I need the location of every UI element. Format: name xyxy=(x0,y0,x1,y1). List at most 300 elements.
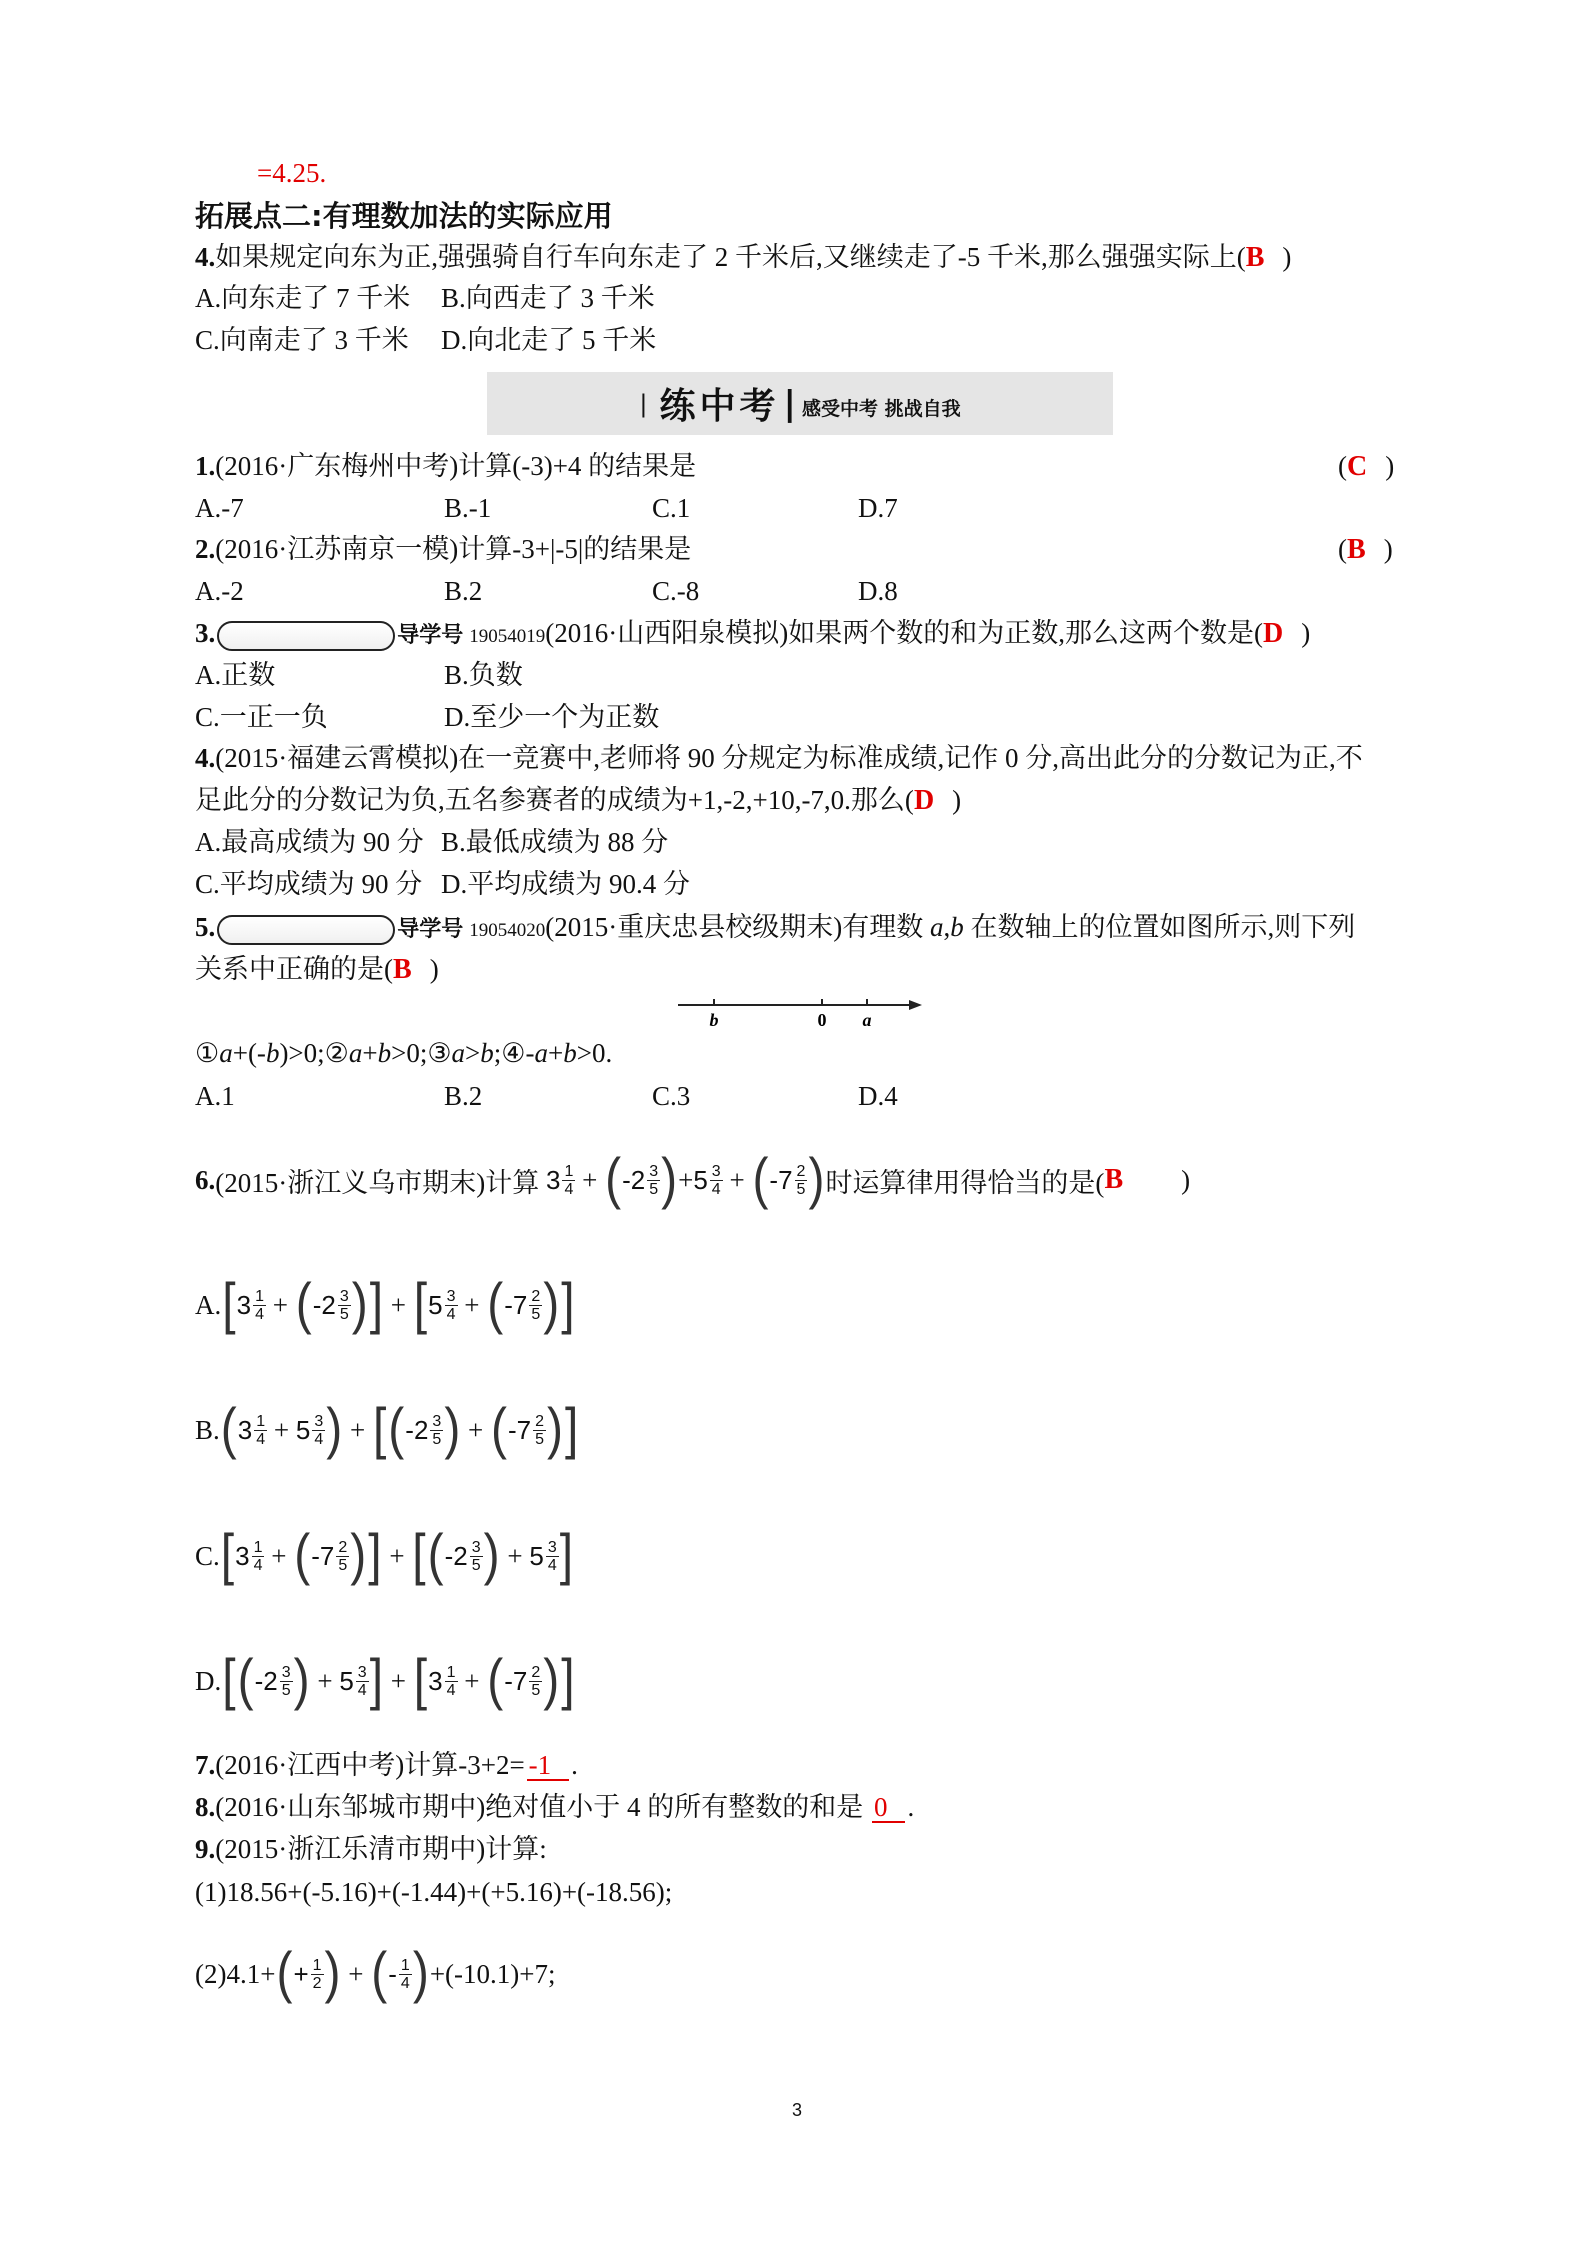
fraction xyxy=(252,1539,265,1574)
option-b: B.-1 xyxy=(444,493,492,523)
sentence-end: . xyxy=(571,1750,578,1780)
text-run: + xyxy=(343,1414,372,1445)
denominator: 5 xyxy=(338,1556,348,1574)
math-variable: b xyxy=(265,1038,280,1068)
whole-part: -2 xyxy=(254,1665,278,1696)
whole-part: 5 xyxy=(428,1289,443,1320)
bracket: ] xyxy=(565,1398,579,1461)
answer-choice: B xyxy=(1245,242,1265,273)
text-run: ① xyxy=(195,1038,220,1068)
mixed-number xyxy=(508,1413,546,1448)
option-d: D.7 xyxy=(858,493,898,523)
fraction xyxy=(470,1539,483,1574)
bracket: ) xyxy=(412,1942,429,2005)
text-run: >0;③ xyxy=(391,1038,452,1068)
fraction xyxy=(710,1163,723,1198)
sentence-end: . xyxy=(907,1792,915,1822)
question-9 xyxy=(195,1828,547,1870)
answer-close: ) xyxy=(1385,451,1395,481)
question-stem: 足此分的分数记为负,五名参赛者的成绩为+1,-2,+10,-7,0.那么( xyxy=(195,785,914,815)
numerator: 1 xyxy=(253,1538,263,1556)
math-variable: a xyxy=(451,1038,466,1068)
fraction xyxy=(529,1288,542,1323)
whole-part: 5 xyxy=(295,1414,311,1445)
bracket: ] xyxy=(369,1273,384,1336)
fraction xyxy=(356,1664,369,1699)
answer-choice: B xyxy=(393,954,412,985)
option-a: A.-7 xyxy=(195,493,244,523)
bracket: ) xyxy=(543,1649,560,1712)
denominator: 5 xyxy=(339,1305,349,1323)
whole-part: -2 xyxy=(312,1289,336,1320)
bracket: [ xyxy=(220,1524,235,1587)
bracket: [ xyxy=(413,1273,428,1336)
bracket: ] xyxy=(369,1649,384,1712)
bracket: [ xyxy=(222,1649,236,1712)
whole-part: 3 xyxy=(237,1414,253,1445)
mixed-number xyxy=(388,1957,412,1992)
whole-part: -2 xyxy=(622,1164,646,1195)
fraction xyxy=(445,1664,458,1699)
whole-part: 5 xyxy=(339,1665,354,1696)
page-number: 3 xyxy=(791,2100,802,2120)
option-d xyxy=(195,1646,576,1716)
numerator: 3 xyxy=(339,1287,349,1305)
text-run: + xyxy=(457,1289,487,1320)
option-a: A.最高成绩为 90 分 xyxy=(195,827,424,857)
question-stem: (2016·江西中考)计算-3+2= xyxy=(215,1750,525,1780)
numerator: 2 xyxy=(535,1412,545,1430)
bracket: ) xyxy=(543,1273,560,1336)
bracket: ] xyxy=(561,1649,575,1712)
numerator: 3 xyxy=(357,1663,367,1681)
option-a: A.向东走了 7 千米 xyxy=(195,283,411,313)
math-variable: a xyxy=(534,1038,548,1068)
option-b xyxy=(195,1395,579,1465)
question-stem: (2016·江苏南京一模)计算-3+|-5|的结果是 xyxy=(215,534,692,564)
fraction xyxy=(562,1163,575,1198)
text-run: + xyxy=(362,1038,378,1068)
question-7 xyxy=(195,1744,578,1786)
question-number: 4. xyxy=(195,743,216,773)
question-9-part-2 xyxy=(195,1939,556,2009)
bracket: ( xyxy=(371,1942,388,2005)
math-variable: b xyxy=(950,912,964,942)
fraction xyxy=(336,1539,349,1574)
bracket: ( xyxy=(752,1148,769,1211)
question-6 xyxy=(195,1145,1190,1215)
guide-number: 19054020 xyxy=(469,920,546,941)
question-8 xyxy=(195,1786,914,1828)
mixed-number xyxy=(622,1163,660,1198)
whole-part: 3 xyxy=(235,1540,250,1571)
numerator: 3 xyxy=(281,1663,291,1681)
bracket: ) xyxy=(326,1398,343,1461)
question-stem: (2015·福建云霄模拟)在一竞赛中,老师将 90 分规定为标准成绩,记作 0 分,高出此分的分数记为正,不 xyxy=(215,743,1363,773)
whole-part: 5 xyxy=(529,1540,544,1571)
denominator: 4 xyxy=(547,1556,557,1574)
mixed-number xyxy=(504,1664,542,1699)
mixed-number xyxy=(293,1957,323,1992)
bracket: ( xyxy=(276,1942,293,2005)
mixed-number xyxy=(235,1539,264,1574)
question-number: 1. xyxy=(195,451,216,481)
mixed-number xyxy=(546,1163,575,1198)
text-run: (2015·重庆忠县校级期末)有理数 xyxy=(545,912,930,942)
bracket: ( xyxy=(237,1649,254,1712)
bracket: ) xyxy=(547,1398,564,1461)
question-5 xyxy=(195,906,1355,948)
text-run: )>0;② xyxy=(279,1038,349,1068)
math-variable: a xyxy=(930,912,944,942)
mixed-number xyxy=(769,1163,807,1198)
numerator: 3 xyxy=(711,1162,721,1180)
text-run: + xyxy=(547,1038,564,1068)
option-b: B.2 xyxy=(444,1081,483,1111)
fraction xyxy=(312,1413,325,1448)
bracket: [ xyxy=(372,1398,387,1461)
fill-in-answer: 0 xyxy=(872,1793,906,1823)
text-run: + xyxy=(264,1540,294,1571)
question-number: 4. xyxy=(195,242,216,272)
question-stem: (2016·广东梅州中考)计算(-3)+4 的结果是 xyxy=(215,451,697,481)
bracket: [ xyxy=(222,1273,236,1336)
answer-open: ( xyxy=(1338,451,1347,481)
guide-number-label: 导学号 xyxy=(397,623,464,648)
numerator: 3 xyxy=(471,1538,481,1556)
option-c xyxy=(195,1521,574,1591)
denominator: 2 xyxy=(312,1974,322,1992)
question-stem: (2016·山东邹城市期中)绝对值小于 4 的所有整数的和是 xyxy=(215,1792,870,1822)
option-d: D.平均成绩为 90.4 分 xyxy=(441,869,690,899)
denominator: 5 xyxy=(531,1681,541,1699)
previous-answer-result: =4.25. xyxy=(257,158,327,188)
numerator: 3 xyxy=(432,1412,442,1430)
bracket: ( xyxy=(220,1398,237,1461)
bracket: ( xyxy=(295,1273,312,1336)
text-run: + xyxy=(384,1665,413,1696)
mixed-number xyxy=(313,1288,351,1323)
option-a: A.1 xyxy=(195,1081,235,1111)
fraction xyxy=(546,1539,559,1574)
whole-part: -7 xyxy=(508,1414,532,1445)
question-3 xyxy=(195,612,1310,654)
fraction xyxy=(795,1163,808,1198)
option-d: D.向北走了 5 千米 xyxy=(441,325,657,355)
answer-choice: B xyxy=(1104,1164,1124,1195)
question-number: 9. xyxy=(195,1834,216,1864)
math-variable: b xyxy=(563,1038,577,1068)
guide-number-badge xyxy=(217,915,395,945)
banner-divider: | xyxy=(639,389,648,418)
whole-part: -7 xyxy=(311,1540,335,1571)
option-a xyxy=(195,1270,576,1340)
option-d: D.8 xyxy=(858,576,898,606)
bracket: ( xyxy=(605,1148,622,1211)
statements xyxy=(195,1032,612,1074)
whole-part: + xyxy=(293,1958,309,1989)
numerator: 2 xyxy=(531,1663,541,1681)
mixed-number xyxy=(428,1664,457,1699)
mixed-number xyxy=(296,1413,325,1448)
denominator: 5 xyxy=(432,1430,442,1448)
denominator: 4 xyxy=(400,1974,410,1992)
whole-part: 3 xyxy=(428,1665,443,1696)
numerator: 1 xyxy=(446,1663,456,1681)
question-2 xyxy=(195,528,691,570)
answer-open: ( xyxy=(1338,534,1347,564)
option-b: B.2 xyxy=(444,576,483,606)
fill-in-answer: -1 xyxy=(527,1751,570,1781)
bracket: ) xyxy=(351,1273,368,1336)
text-run: , xyxy=(943,912,951,942)
bracket: ( xyxy=(388,1398,405,1461)
question-1 xyxy=(195,445,696,487)
fraction xyxy=(311,1957,324,1992)
answer-choice: D xyxy=(913,785,935,816)
answer-close: ) xyxy=(1383,534,1393,564)
numerator: 3 xyxy=(446,1287,456,1305)
fraction xyxy=(280,1664,293,1699)
mixed-number xyxy=(428,1288,457,1323)
option-c: C.-8 xyxy=(652,576,700,606)
banner-title: 练中考 xyxy=(659,386,780,427)
option-expression xyxy=(195,1524,574,1587)
mixed-number xyxy=(504,1288,542,1323)
section-banner xyxy=(487,372,1113,435)
mixed-number xyxy=(238,1413,267,1448)
whole-part: -7 xyxy=(769,1164,793,1195)
question-stem xyxy=(545,906,1355,948)
option-c: C.一正一负 xyxy=(195,702,328,732)
section-heading: 拓展点二:有理数加法的实际应用 xyxy=(195,199,613,233)
bracket: [ xyxy=(413,1649,428,1712)
option-c: C.3 xyxy=(652,1081,691,1111)
question-stem: (2015·浙江乐清市期中)计算: xyxy=(215,1834,547,1864)
denominator: 4 xyxy=(253,1556,263,1574)
fraction xyxy=(445,1288,458,1323)
part-expression xyxy=(195,1942,556,2005)
text-run: + xyxy=(265,1289,295,1320)
denominator: 4 xyxy=(446,1681,456,1699)
answer-close: ) xyxy=(1282,242,1292,272)
denominator: 4 xyxy=(711,1180,721,1198)
bracket: ) xyxy=(293,1649,310,1712)
number-line xyxy=(660,985,940,1035)
math-variable: b xyxy=(377,1038,392,1068)
whole-part: - xyxy=(388,1958,397,1989)
text-run: C. xyxy=(195,1540,220,1571)
text-run: D. xyxy=(195,1665,222,1696)
answer-close: ) xyxy=(429,954,439,984)
whole-part: 3 xyxy=(236,1289,252,1320)
numerator: 2 xyxy=(796,1162,806,1180)
whole-part: -7 xyxy=(504,1289,528,1320)
bracket: ] xyxy=(561,1273,575,1336)
question-4 xyxy=(195,737,1363,779)
denominator: 5 xyxy=(471,1556,481,1574)
question-number: 3. xyxy=(195,618,216,648)
option-expression xyxy=(195,1273,576,1336)
text-run: + xyxy=(382,1540,412,1571)
text-run: + xyxy=(267,1414,296,1445)
denominator: 4 xyxy=(564,1180,574,1198)
question-stem: 关系中正确的是( xyxy=(195,954,393,984)
mixed-number xyxy=(405,1413,443,1448)
option-c: C.平均成绩为 90 分 xyxy=(195,869,423,899)
question-stem: 如果规定向东为正,强强骑自行车向东走了 2 千米后,又继续走了-5 千米,那么强强实际上( xyxy=(215,242,1246,272)
bracket: ) xyxy=(661,1148,678,1211)
answer-choice: C xyxy=(1347,451,1368,482)
question-stem xyxy=(215,1148,1105,1211)
fraction xyxy=(254,1413,267,1448)
denominator: 5 xyxy=(531,1305,541,1323)
math-variable: a xyxy=(219,1038,233,1068)
question-5-continued xyxy=(195,948,439,990)
numerator: 1 xyxy=(312,1956,322,1974)
fraction xyxy=(253,1288,266,1323)
option-a: A.正数 xyxy=(195,660,276,690)
text-run: (2015·浙江义乌市期末)计算 xyxy=(215,1167,546,1198)
mixed-number xyxy=(311,1539,349,1574)
numerator: 3 xyxy=(649,1162,659,1180)
bracket: ( xyxy=(487,1649,504,1712)
option-d: D.4 xyxy=(858,1081,898,1111)
text-run: B. xyxy=(195,1414,220,1445)
text-run: (2)4.1+ xyxy=(195,1958,276,1989)
answer-close: ) xyxy=(952,785,962,815)
text-run: ;④- xyxy=(493,1038,535,1068)
math-variable: b xyxy=(480,1038,494,1068)
whole-part: -7 xyxy=(504,1665,528,1696)
denominator: 4 xyxy=(255,1305,264,1323)
number-line-label-a: a xyxy=(862,1010,872,1030)
denominator: 5 xyxy=(649,1180,659,1198)
question-number: 8. xyxy=(195,1792,216,1822)
arrow-icon xyxy=(909,1000,922,1010)
question-5-statements xyxy=(195,1032,612,1074)
text-run: + xyxy=(722,1164,752,1195)
guide-number-badge xyxy=(217,621,395,651)
answer-close: ) xyxy=(1181,1164,1191,1195)
answer-choice: D xyxy=(1262,618,1284,649)
text-run: A. xyxy=(195,1289,222,1320)
mixed-number xyxy=(529,1539,558,1574)
option-d: D.至少一个为正数 xyxy=(444,702,660,732)
fraction xyxy=(430,1413,443,1448)
denominator: 5 xyxy=(535,1430,545,1448)
number-line-label-zero: 0 xyxy=(817,1010,827,1030)
text-run: + xyxy=(461,1414,491,1445)
text-run: + xyxy=(457,1665,487,1696)
banner-subtitle: 感受中考 挑战自我 xyxy=(801,398,961,420)
bracket: ) xyxy=(444,1398,461,1461)
question-number: 6. xyxy=(195,1164,216,1195)
bracket: [ xyxy=(412,1524,426,1587)
mixed-number xyxy=(255,1664,293,1699)
option-expression xyxy=(195,1398,579,1461)
option-b: B.最低成绩为 88 分 xyxy=(441,827,669,857)
option-b: B.向西走了 3 千米 xyxy=(441,283,655,313)
question-number: 7. xyxy=(195,1750,216,1780)
option-c: C.向南走了 3 千米 xyxy=(195,325,409,355)
question-9-part-1: (1)18.56+(-5.16)+(-1.44)+(+5.16)+(-18.56); xyxy=(195,1877,673,1907)
option-c: C.1 xyxy=(652,493,691,523)
text-run: + xyxy=(384,1289,413,1320)
bracket: ) xyxy=(483,1524,500,1587)
answer-close: ) xyxy=(1301,618,1311,648)
mixed-number xyxy=(339,1664,368,1699)
denominator: 5 xyxy=(281,1681,291,1699)
answer-choice: B xyxy=(1347,534,1366,565)
denominator: 5 xyxy=(796,1180,806,1198)
text-run: +(- xyxy=(232,1038,266,1068)
question-number: 2. xyxy=(195,534,216,564)
whole-part: 3 xyxy=(545,1164,561,1195)
fraction xyxy=(647,1163,660,1198)
numerator: 1 xyxy=(255,1287,264,1305)
fraction xyxy=(399,1957,412,1992)
text-run: 时运算律用得恰当的是( xyxy=(825,1167,1105,1198)
text-run: +(-10.1)+7; xyxy=(429,1958,556,1989)
numerator: 1 xyxy=(256,1412,266,1430)
bracket: ] xyxy=(559,1524,574,1587)
denominator: 4 xyxy=(446,1305,456,1323)
banner-divider: | xyxy=(783,383,796,424)
option-expression xyxy=(195,1649,576,1712)
text-run: >0. xyxy=(576,1038,613,1068)
text-run: 在数轴上的位置如图所示,则下列 xyxy=(963,912,1356,942)
whole-part: 5 xyxy=(693,1164,708,1195)
denominator: 4 xyxy=(256,1430,266,1448)
fraction xyxy=(338,1288,351,1323)
text-run: + xyxy=(310,1665,340,1696)
fraction xyxy=(529,1664,542,1699)
fraction xyxy=(533,1413,546,1448)
mixed-number xyxy=(445,1539,483,1574)
bracket: ( xyxy=(294,1524,311,1587)
text-run: > xyxy=(465,1038,481,1068)
bracket: ( xyxy=(491,1398,508,1461)
option-b: B.负数 xyxy=(444,660,523,690)
bracket: ) xyxy=(808,1148,825,1211)
bracket: ( xyxy=(427,1524,444,1587)
text-run: + xyxy=(678,1164,694,1195)
answer-bracket xyxy=(1338,528,1393,570)
bracket: ) xyxy=(324,1942,341,2005)
numerator: 3 xyxy=(547,1538,557,1556)
numerator: 2 xyxy=(531,1287,541,1305)
bracket: ( xyxy=(487,1273,504,1336)
numerator: 2 xyxy=(338,1538,348,1556)
question-number: 5. xyxy=(195,912,216,942)
number-line-label-b: b xyxy=(709,1010,719,1030)
denominator: 4 xyxy=(357,1681,367,1699)
bracket: ) xyxy=(350,1524,367,1587)
whole-part: -2 xyxy=(444,1540,468,1571)
text-run: + xyxy=(341,1958,371,1989)
numerator: 1 xyxy=(564,1162,574,1180)
guide-number-label: 导学号 xyxy=(397,917,464,942)
denominator: 4 xyxy=(314,1430,324,1448)
text-run: + xyxy=(575,1164,605,1195)
numerator: 1 xyxy=(400,1956,410,1974)
mixed-number xyxy=(693,1163,722,1198)
question-4-continued xyxy=(195,779,961,821)
mixed-number xyxy=(237,1288,266,1323)
bracket: ] xyxy=(368,1524,382,1587)
answer-bracket xyxy=(1338,445,1394,487)
